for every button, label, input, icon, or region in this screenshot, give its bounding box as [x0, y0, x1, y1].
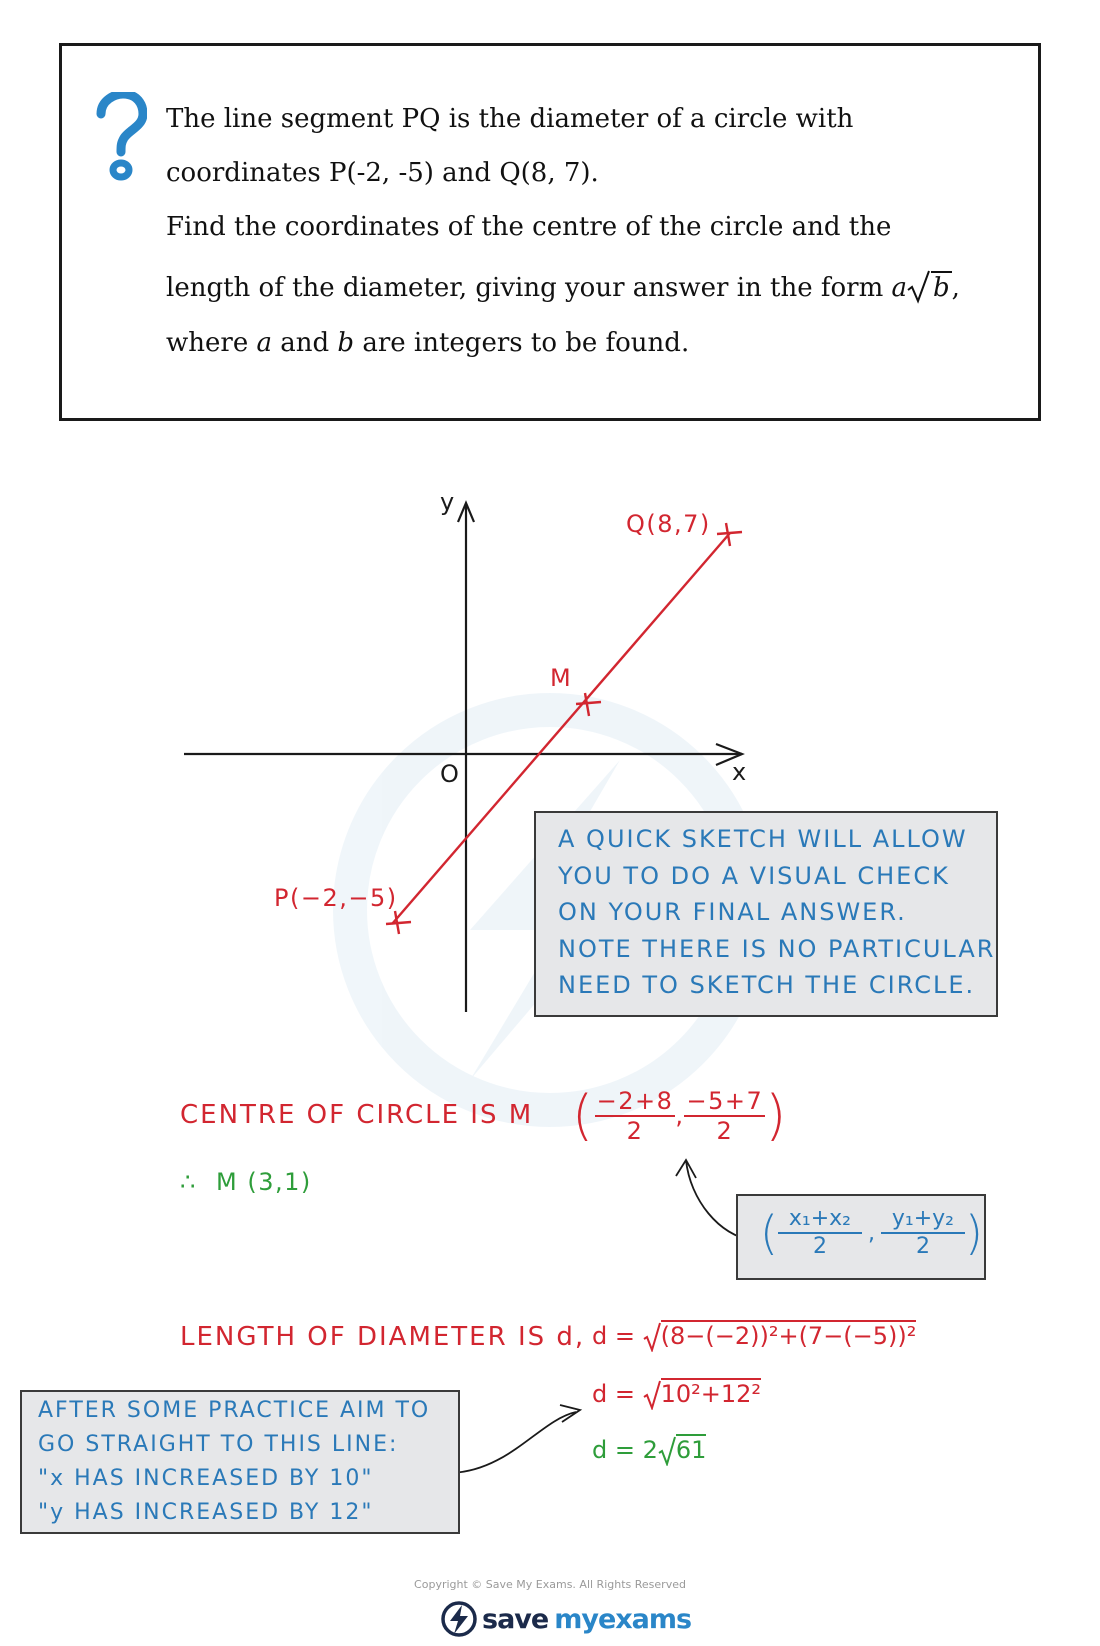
point-m-label: M	[550, 664, 573, 692]
midpoint-frac-y	[881, 1208, 965, 1258]
practice-note-line-3: "x HAS INCREASED BY 10"	[38, 1466, 374, 1491]
y-axis-label: y	[440, 488, 456, 516]
sqrt-sign-1	[643, 1322, 661, 1352]
point-p-marker	[386, 911, 411, 934]
diameter-d-eq-2: d =	[592, 1380, 635, 1408]
question-line-2: coordinates P(-2, -5) and Q(8, 7).	[166, 158, 599, 188]
sqrt-sign-2	[643, 1380, 661, 1410]
diameter-eq-2	[592, 1380, 761, 1410]
centre-fractions: ( $\frac{-2+8}{2}$ , $\frac{-5+7}{2}$ )	[572, 1084, 788, 1147]
practice-note-box	[20, 1390, 460, 1534]
practice-note-line-2: GO STRAIGHT TO THIS LINE:	[38, 1432, 399, 1457]
sketch-note-box	[534, 811, 998, 1017]
var-a: a	[891, 273, 908, 303]
practice-note-line-1: AFTER SOME PRACTICE AIM TO	[38, 1398, 431, 1423]
question-comma: ,	[951, 273, 960, 303]
diameter-result	[592, 1436, 706, 1466]
origin-label: O	[440, 760, 461, 788]
midpoint-formula-box	[736, 1194, 986, 1280]
question-line-1: The line segment PQ is the diameter of a circle with	[166, 104, 854, 134]
logo-exams: exams	[597, 1603, 692, 1635]
midpoint-frac-x-den: 2	[812, 1234, 827, 1259]
centre-text: CENTRE OF CIRCLE IS M	[180, 1100, 534, 1130]
centre-result: M (3,1)	[216, 1168, 312, 1196]
therefore-symbol: ∴	[180, 1168, 197, 1196]
diameter-d-eq-1: d =	[592, 1322, 635, 1350]
midpoint-frac-x-num: x₁+x₂	[778, 1208, 862, 1234]
diameter-result-rad: 61	[675, 1436, 707, 1464]
midpoint-frac-y-den: 2	[915, 1234, 930, 1259]
centre-frac-y-den: 2	[716, 1116, 734, 1145]
question-line-3: Find the coordinates of the centre of the circle and the	[166, 212, 892, 242]
where-text: where	[166, 328, 257, 358]
centre-frac-x-den: 2	[626, 1116, 644, 1145]
var-b-2: b	[337, 328, 355, 358]
sketch-note-line-1: A QUICK SKETCH WILL ALLOW	[558, 825, 968, 853]
sketch-note-line-3: ON YOUR FINAL ANSWER.	[558, 898, 907, 926]
practice-arrow	[452, 1412, 576, 1473]
centre-frac-y-num: −5+7	[686, 1086, 764, 1115]
diameter-d-eq-3: d =	[592, 1436, 635, 1464]
lightning-bolt-icon	[440, 1600, 478, 1638]
var-b: b	[933, 273, 950, 303]
logo-my: my	[554, 1603, 598, 1635]
practice-note-line-4: "y HAS INCREASED BY 12"	[38, 1500, 374, 1525]
midpoint-frac-x	[778, 1208, 862, 1258]
copyright-text: Copyright © Save My Exams. All Rights Reserved	[414, 1578, 686, 1591]
centre-frac-y	[684, 1086, 765, 1145]
save-my-exams-logo[interactable]	[440, 1598, 691, 1640]
y-axis	[458, 503, 474, 1012]
diameter-text: LENGTH OF DIAMETER IS d,	[180, 1322, 586, 1352]
logo-save: save	[482, 1603, 549, 1635]
and-text: and	[271, 328, 338, 358]
centre-frac-x-num: −2+8	[596, 1086, 674, 1115]
diameter-result-coef: 2	[642, 1436, 658, 1464]
point-q-label: Q(8,7)	[626, 510, 711, 538]
midpoint-formula: ( $\frac{\text{x₁+x₂}}{2}$ , $\frac{\text{y₁+y₂}}{2}$ )	[760, 1206, 983, 1260]
sketch-note-line-5: NEED TO SKETCH THE CIRCLE.	[558, 971, 976, 999]
point-p-label: P(−2,−5)	[274, 884, 398, 912]
sketch-note-line-4: NOTE THERE IS NO PARTICULAR	[558, 934, 996, 963]
integers-text: are integers to be found.	[354, 328, 690, 358]
centre-frac-x	[595, 1086, 676, 1145]
sqrt-sign-3	[658, 1436, 676, 1466]
midpoint-frac-y-num: y₁+y₂	[881, 1208, 965, 1234]
x-axis-label: x	[732, 758, 748, 786]
question-line-4-text: length of the diameter, giving your answer in the form	[166, 273, 892, 303]
var-a-2: a	[256, 328, 272, 358]
diameter-eq-1	[592, 1322, 916, 1352]
diameter-radicand-2: 10²+12²	[660, 1380, 762, 1408]
sketch-note-line-2: YOU TO DO A VISUAL CHECK	[558, 861, 950, 890]
diameter-radicand-1: (8−(−2))²+(7−(−5))²	[660, 1322, 917, 1350]
